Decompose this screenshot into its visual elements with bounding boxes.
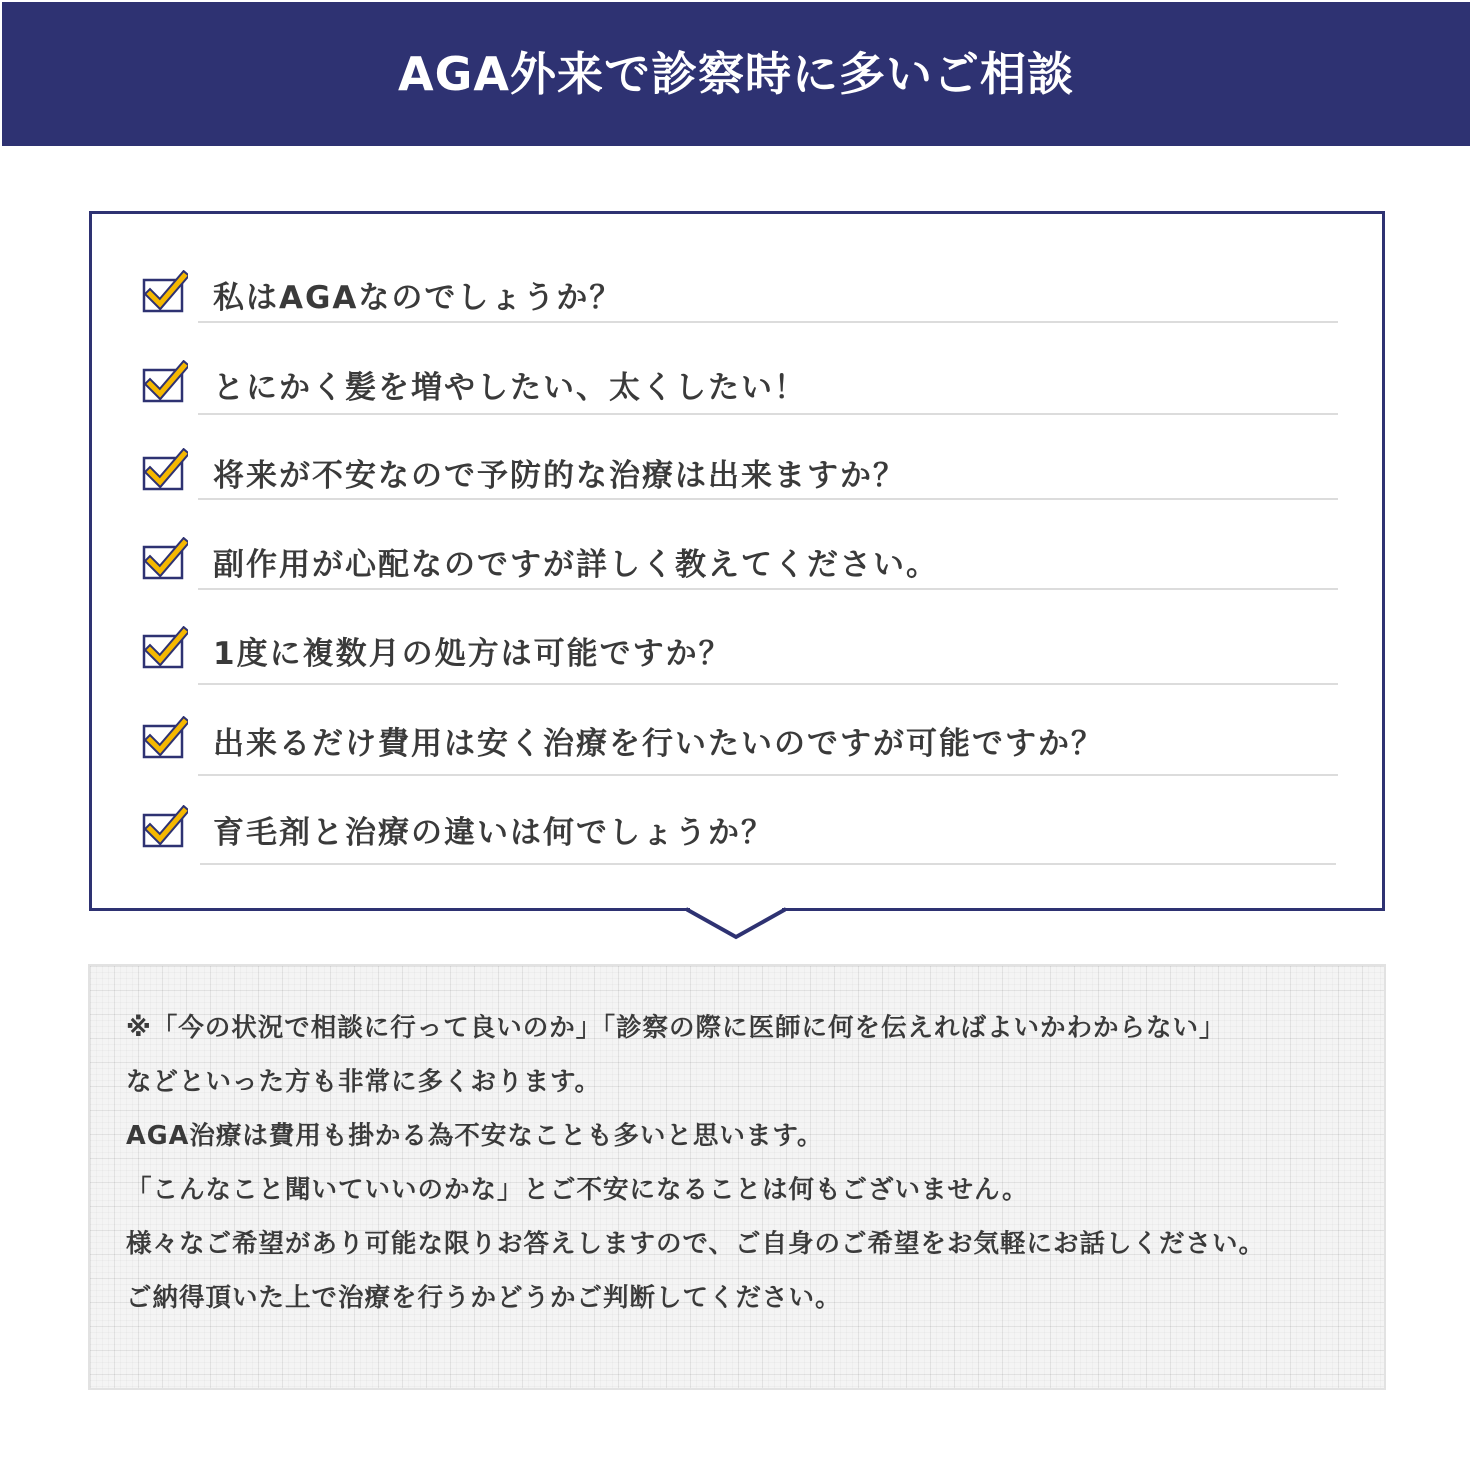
checkbox-check-icon: [142, 805, 188, 849]
note-line: ご納得頂いた上で治療を行うかどうかご判断してください。: [126, 1283, 842, 1313]
header-banner: [2, 2, 1470, 146]
checkbox-check-icon: [142, 270, 188, 314]
question-item: [142, 511, 1338, 591]
checkbox-check-icon: [142, 716, 188, 760]
note-line: などといった方も非常に多くおります。: [126, 1067, 601, 1097]
note-line: ※「今の状況で相談に行って良いのか」「診察の際に医師に何を伝えればよいかわからない」: [126, 1013, 1226, 1043]
divider: [198, 413, 1338, 415]
question-item: [142, 600, 1338, 680]
down-pointer-arrow: [686, 906, 786, 942]
note-line: 様々なご希望があり可能な限りお答えしますので、ご自身のご希望をお気軽にお話しください。: [126, 1229, 1265, 1259]
divider: [198, 321, 1338, 323]
question-text: 副作用が心配なのですが詳しく教えてください。: [213, 547, 939, 583]
divider: [198, 498, 1338, 500]
checkbox-check-icon: [142, 448, 188, 492]
question-text: 1度に複数月の処方は可能ですか？: [213, 636, 732, 672]
question-text: 出来るだけ費用は安く治療を行いたいのですが可能ですか？: [213, 726, 1104, 762]
page-title: AGA外来で診察時に多いご相談: [398, 47, 1074, 101]
divider: [198, 774, 1338, 776]
question-item: [142, 422, 1338, 502]
divider: [200, 863, 1336, 865]
checkbox-check-icon: [142, 537, 188, 581]
divider: [198, 683, 1338, 685]
divider: [198, 588, 1338, 590]
note-line: AGA治療は費用も掛かる為不安なことも多いと思います。: [126, 1121, 824, 1151]
question-item: [142, 244, 1338, 324]
checkbox-check-icon: [142, 360, 188, 404]
question-item: [142, 690, 1338, 770]
question-item: [142, 779, 1338, 859]
checkbox-check-icon: [142, 626, 188, 670]
question-text: 私はAGAなのでしょうか？: [213, 280, 623, 316]
note-line: 「こんなこと聞いていいのかな」とご不安になることは何もございません。: [126, 1175, 1029, 1205]
question-text: とにかく髪を増やしたい、太くしたい！: [213, 370, 807, 406]
question-list-box: [89, 211, 1385, 911]
question-text: 育毛剤と治療の違いは何でしょうか？: [213, 815, 774, 851]
question-item: [142, 334, 1338, 414]
note-box: [88, 964, 1386, 1390]
question-text: 将来が不安なので予防的な治療は出来ますか？: [213, 458, 906, 494]
